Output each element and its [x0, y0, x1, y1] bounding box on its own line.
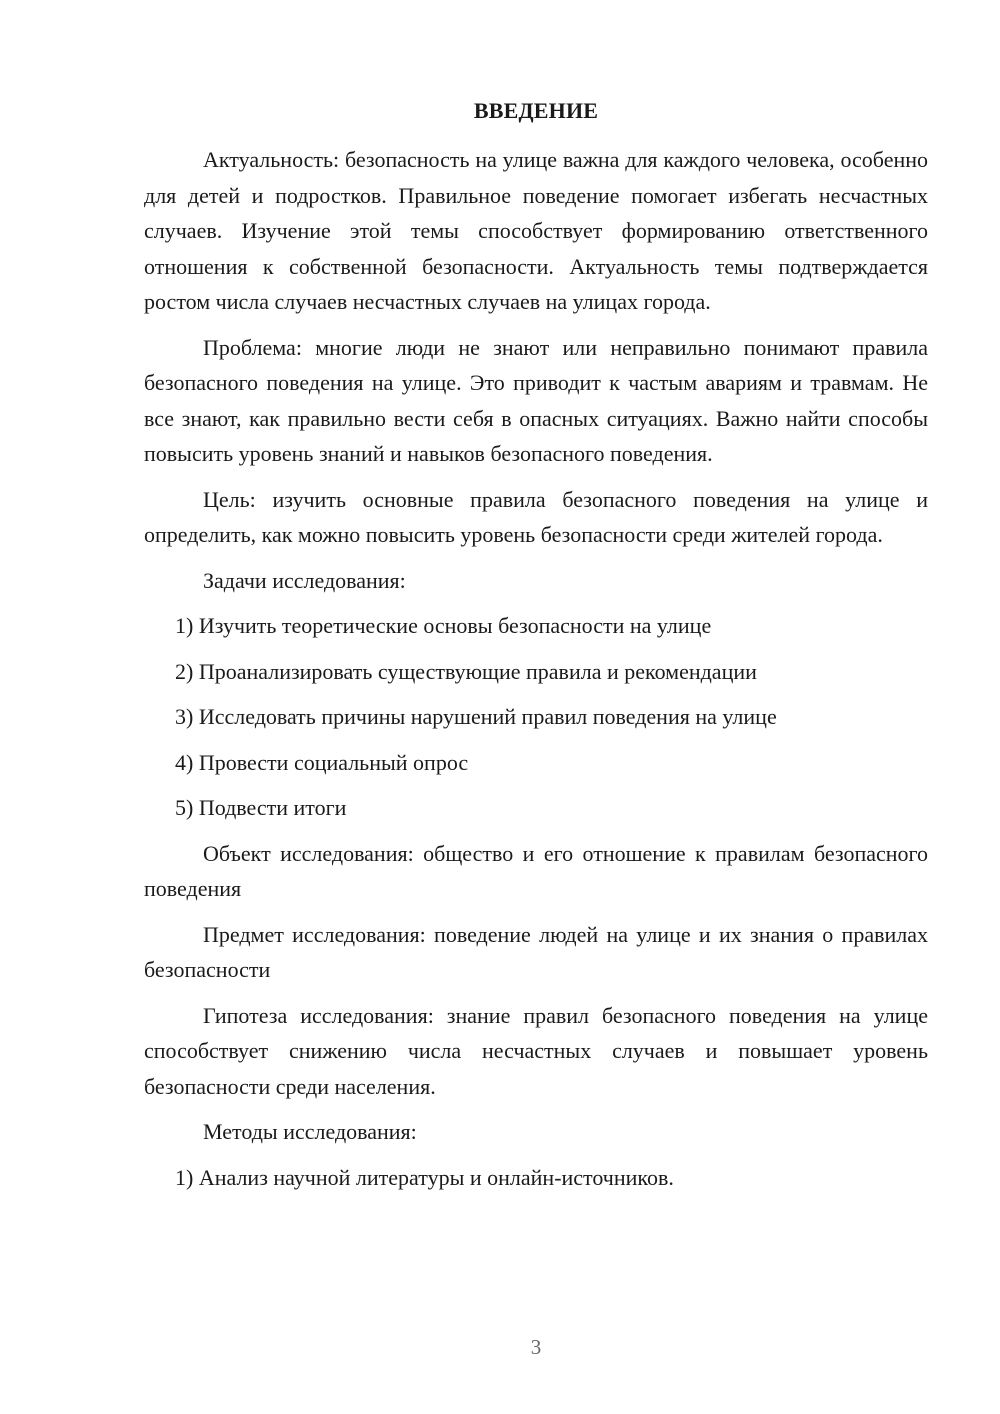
task-item: 5) Подвести итоги	[175, 795, 347, 820]
tasks-heading: Задачи исследования:	[203, 567, 406, 593]
task-item: 1) Изучить теоретические основы безопасности на улице	[175, 613, 712, 638]
task-item: 3) Исследовать причины нарушений правил поведения на улице	[175, 704, 777, 729]
hypothesis-paragraph: Гипотеза исследования: знание правил безопасного поведения на улице способствует снижению числа несчастных случаев и повышает уровень безопасности среди населения.	[144, 1002, 928, 1099]
task-item: 2) Проанализировать существующие правила и рекомендации	[175, 658, 757, 684]
document-body	[144, 142, 928, 1205]
task-item: 4) Провести социальный опрос	[175, 749, 469, 775]
method-item: 1) Анализ научной литературы и онлайн-источников.	[175, 1164, 674, 1190]
object-paragraph: Объект исследования: общество и его отношение к правилам безопасного поведения	[144, 840, 928, 901]
relevance-paragraph: Актуальность: безопасность на улице важна для каждого человека, особенно для детей и подростков. Правильное поведение помогает избегать несчастных случаев. Изучение этой темы способствует формированию ответственного отношения к собственной безопасности. Актуальность темы подтверждается ростом числа случаев несчастных случаев на улицах города.	[144, 147, 928, 314]
methods-heading: Методы исследования:	[203, 1119, 417, 1144]
page-number: 3	[530, 1335, 542, 1359]
subject-paragraph: Предмет исследования: поведение людей на улице и их знания о правилах безопасности	[144, 921, 928, 982]
document-page	[144, 0, 928, 1414]
goal-paragraph: Цель: изучить основные правила безопасного поведения на улице и определить, как можно повысить уровень безопасности среди жителей города.	[144, 486, 928, 547]
page-title: ВВЕДЕНИЕ	[473, 98, 599, 123]
problem-paragraph: Проблема: многие люди не знают или неправильно понимают правила безопасного поведения на улице. Это приводит к частым авариям и травмам. Не все знают, как правильно вести себя в опасных ситуациях. Важно найти способы повысить уровень знаний и навыков безопасного поведения.	[144, 334, 928, 466]
